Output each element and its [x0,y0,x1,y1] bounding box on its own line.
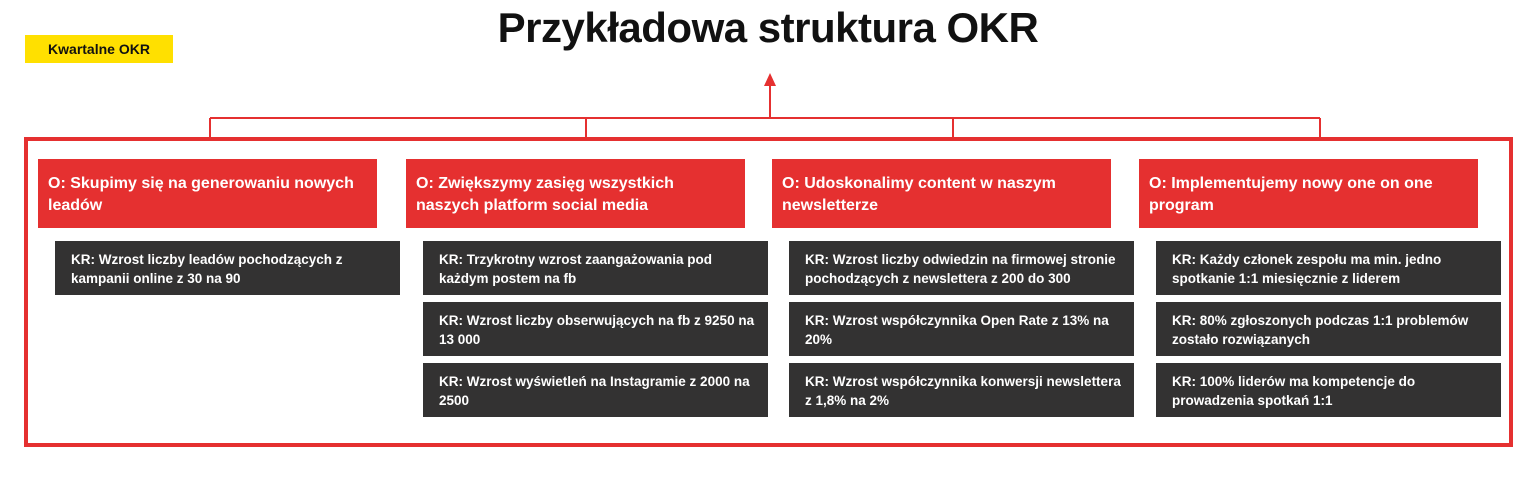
key-result-card: KR: Wzrost współczynnika Open Rate z 13% na 20% [789,302,1134,356]
objective-column-1 [38,159,377,228]
key-result-card: KR: Wzrost współczynnika konwersji newslettera z 1,8% na 2% [789,363,1134,417]
objective-card: O: Skupimy się na generowaniu nowych leadów [38,159,377,228]
objective-card: O: Implementujemy nowy one on one program [1139,159,1478,228]
key-result-card: KR: Każdy członek zespołu ma min. jedno spotkanie 1:1 miesięcznie z liderem [1156,241,1501,295]
key-result-card: KR: Trzykrotny wzrost zaangażowania pod każdym postem na fb [423,241,768,295]
objective-column-4 [1139,159,1478,228]
key-result-card: KR: 100% liderów ma kompetencje do prowadzenia spotkań 1:1 [1156,363,1501,417]
arrow-up-icon [764,73,776,86]
objective-column-2 [406,159,745,228]
page-title: Przykładowa struktura OKR [497,4,1039,51]
key-result-card: KR: Wzrost liczby obserwujących na fb z 9250 na 13 000 [423,302,768,356]
key-result-card: KR: Wzrost wyświetleń na Instagramie z 2000 na 2500 [423,363,768,417]
key-result-card: KR: Wzrost liczby odwiedzin na firmowej stronie pochodzących z newslettera z 200 do 300 [789,241,1134,295]
objective-card: O: Zwiększymy zasięg wszystkich naszych platform social media [406,159,745,228]
quarterly-okr-badge: Kwartalne OKR [25,35,173,63]
key-result-card: KR: Wzrost liczby leadów pochodzących z kampanii online z 30 na 90 [55,241,400,295]
key-result-card: KR: 80% zgłoszonych podczas 1:1 problemów zostało rozwiązanych [1156,302,1501,356]
objective-card: O: Udoskonalimy content w naszym newsletterze [772,159,1111,228]
objective-column-3 [772,159,1111,228]
